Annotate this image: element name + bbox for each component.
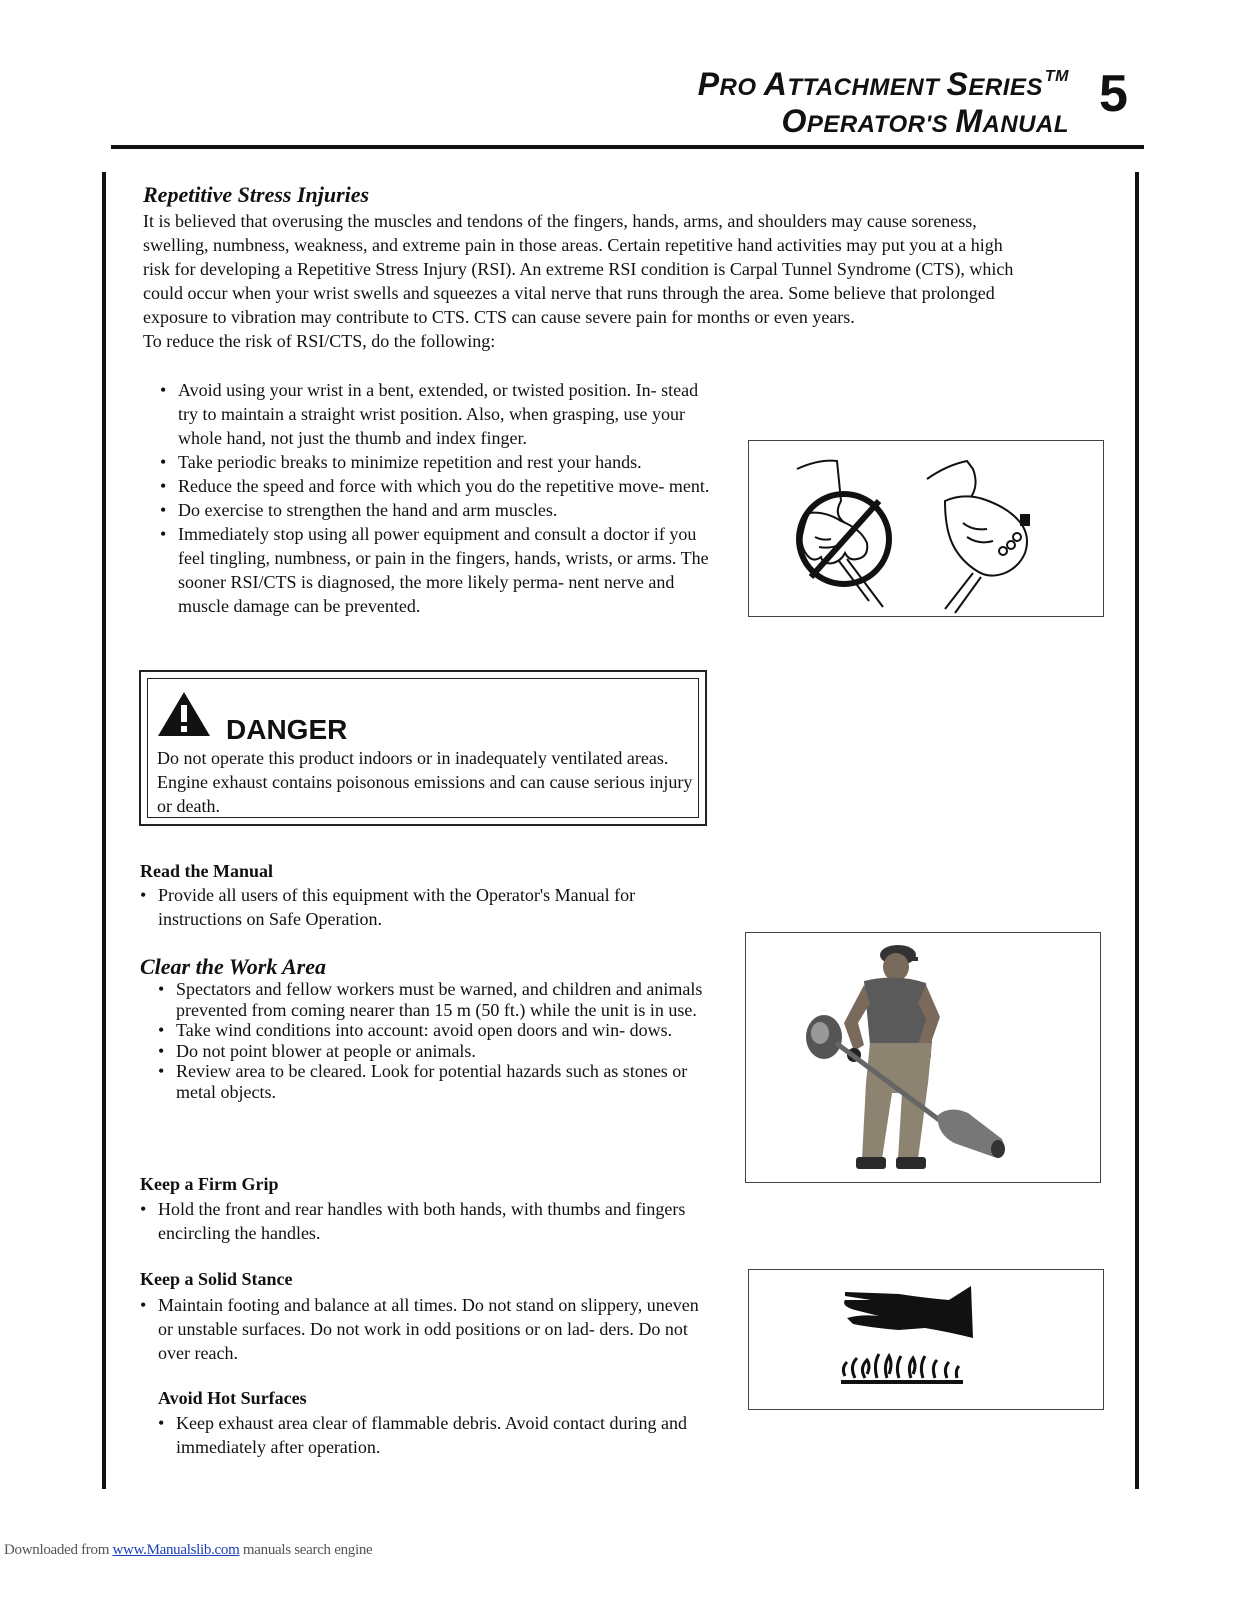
- header-rule: [111, 145, 1144, 149]
- list-item: • Immediately stop using all power equipment and consult a doctor if you feel tingling, numbness, or pain in the fingers, hands, wrists, or arms. The sooner RSI/CTS is diagnosed, the more likely perma- nent nerve and muscle damage can be prevented.: [160, 522, 715, 618]
- read-manual-list: [140, 883, 700, 931]
- list-item: • Do not point blower at people or animals.: [158, 1041, 703, 1062]
- rsi-line: To reduce the risk of RSI/CTS, do the following:: [143, 331, 496, 351]
- danger-text: Do not operate this product indoors or in inadequately ventilated areas. Engine exhaust contains poisonous emissions and can cause serious injury or death.: [157, 748, 693, 816]
- rsi-bullet-list: [160, 378, 715, 618]
- rsi-line: exposure to vibration may contribute to CTS. CTS can cause severe pain for months or even years.: [143, 307, 855, 327]
- list-item: • Review area to be cleared. Look for potential hazards such as stones or metal objects.: [158, 1061, 703, 1102]
- list-item: • Avoid using your wrist in a bent, extended, or twisted position. In- stead try to maintain a straight wrist position. Also, when grasping, use your whole hand, not just the thumb and index finger.: [160, 378, 715, 450]
- download-footer: Downloaded from www.Manualslib.com manuals search engine: [4, 1542, 373, 1558]
- right-margin-bar: [1135, 172, 1139, 1489]
- warning-triangle-icon: [156, 690, 212, 738]
- list-item: • Spectators and fellow workers must be warned, and children and animals prevented from coming nearer than 15 m (50 ft.) while the unit is in use.: [158, 979, 703, 1020]
- rsi-heading: Repetitive Stress Injuries: [143, 182, 370, 207]
- list-item: • Take wind conditions into account: avoid open doors and win- dows.: [158, 1020, 703, 1041]
- left-margin-bar: [102, 172, 106, 1489]
- wrist-illustration: [749, 441, 1102, 615]
- firm-grip-heading: Keep a Firm Grip: [140, 1174, 279, 1194]
- solid-stance-list: [140, 1293, 705, 1365]
- clear-area-list: [158, 979, 703, 1102]
- rsi-line: swelling, numbness, weakness, and extreme pain in those areas. Certain repetitive hand activities may put you at a high: [143, 235, 1003, 255]
- clear-area-heading: Clear the Work Area: [140, 954, 327, 979]
- rsi-line: could occur when your wrist swells and squeezes a vital nerve that runs through the area. Some believe that prolonged: [143, 283, 995, 303]
- list-item: • Provide all users of this equipment with the Operator's Manual for instructions on Safe Operation.: [140, 883, 700, 931]
- list-item: • Reduce the speed and force with which you do the repetitive move- ment.: [160, 474, 715, 498]
- hot-surface-icon: [749, 1270, 1102, 1408]
- hot-surfaces-heading: Avoid Hot Surfaces: [158, 1388, 307, 1408]
- manual-series-title: PRO ATTACHMENT SERIES ™: [697, 66, 1069, 102]
- operator-illustration: [746, 933, 1099, 1181]
- hot-surfaces-list: [158, 1411, 713, 1459]
- page-number: 5: [1099, 65, 1128, 123]
- rsi-line: risk for developing a Repetitive Stress Injury (RSI). An extreme RSI condition is Carpal Tunnel Syndrome (CTS), which: [143, 259, 1014, 279]
- manual-title: OPERATOR'S MANUAL: [781, 103, 1069, 139]
- wrist-position-figure: [748, 440, 1104, 617]
- rsi-intro: [143, 209, 1133, 353]
- list-item: • Maintain footing and balance at all times. Do not stand on slippery, uneven or unstable surfaces. Do not work in odd positions or on lad- ders. Do not over reach.: [140, 1293, 705, 1365]
- operator-photo-figure: [745, 932, 1101, 1183]
- list-item: • Do exercise to strengthen the hand and arm muscles.: [160, 498, 715, 522]
- list-item: • Keep exhaust area clear of flammable debris. Avoid contact during and immediately after operation.: [158, 1411, 713, 1459]
- list-item: • Hold the front and rear handles with both hands, with thumbs and fingers encircling the handles.: [140, 1197, 700, 1245]
- manualslib-link[interactable]: www.Manualslib.com: [112, 1542, 240, 1558]
- firm-grip-list: [140, 1197, 700, 1245]
- trademark-mark: TM: [1044, 68, 1069, 85]
- danger-title: DANGER: [226, 714, 348, 745]
- hot-surface-figure: [748, 1269, 1104, 1410]
- read-manual-heading: Read the Manual: [140, 861, 274, 881]
- list-item: • Take periodic breaks to minimize repetition and rest your hands.: [160, 450, 715, 474]
- rsi-line: It is believed that overusing the muscles and tendons of the fingers, hands, arms, and shoulders may cause soreness,: [143, 211, 977, 231]
- solid-stance-heading: Keep a Solid Stance: [140, 1269, 293, 1289]
